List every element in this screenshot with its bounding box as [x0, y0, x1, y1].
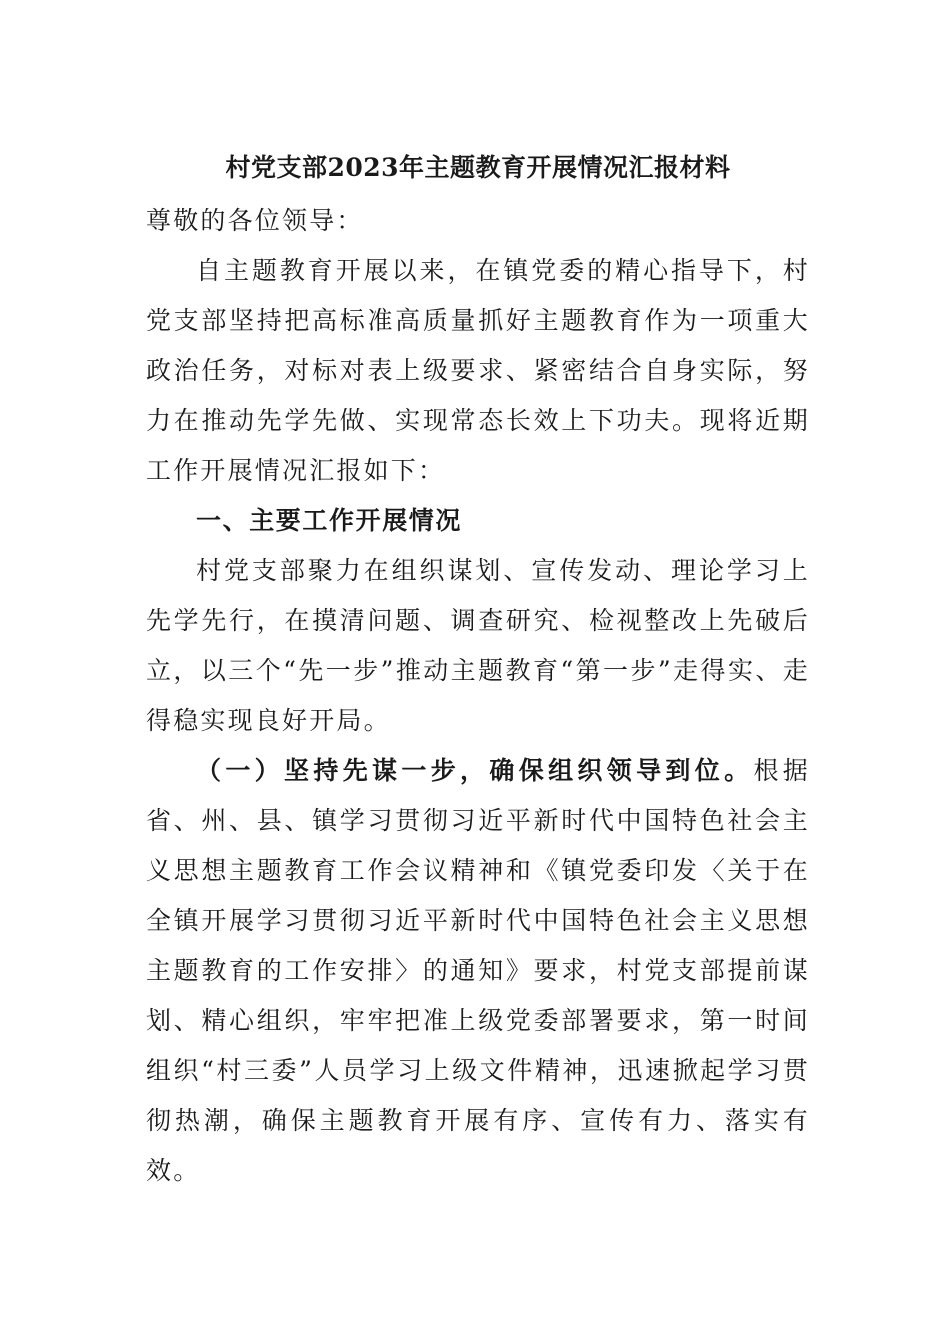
subsection-1-paragraph	[146, 746, 810, 1196]
section-heading-1: 一、主要工作开展情况	[196, 506, 463, 535]
document-body	[146, 148, 810, 1196]
subsection-1-body: 根据省、州、县、镇学习贯彻习近平新时代中国特色社会主义思想主题教育工作会议精神和《镇党委印发〈关于在全镇开展学习贯彻习近平新时代中国特色社会主义思想主题教育的工作安排〉的通知》要求，村党支部提前谋划、精心组织，牢牢把准上级党委部署要求，第一时间组织“村三委”人员学习上级文件精神，迅速掀起学习贯彻热潮，确保主题教育开展有序、宣传有力、落实有效。	[146, 756, 810, 1185]
subsection-1-heading: （一）坚持先谋一步，确保组织领导到位。	[196, 756, 754, 785]
salutation: 尊敬的各位领导：	[146, 206, 364, 235]
intro-paragraph: 自主题教育开展以来，在镇党委的精心指导下，村党支部坚持把高标准高质量抓好主题教育作为一项重大政治任务，对标对表上级要求、紧密结合自身实际，努力在推动先学先做、实现常态长效上下功夫。现将近期工作开展情况汇报如下：	[146, 256, 810, 485]
document-title: 村党支部2023年主题教育开展情况汇报材料	[225, 153, 731, 182]
section-1-intro-paragraph: 村党支部聚力在组织谋划、宣传发动、理论学习上先学先行，在摸清问题、调查研究、检视整改上先破后立，以三个“先一步”推动主题教育“第一步”走得实、走得稳实现良好开局。	[146, 556, 810, 735]
